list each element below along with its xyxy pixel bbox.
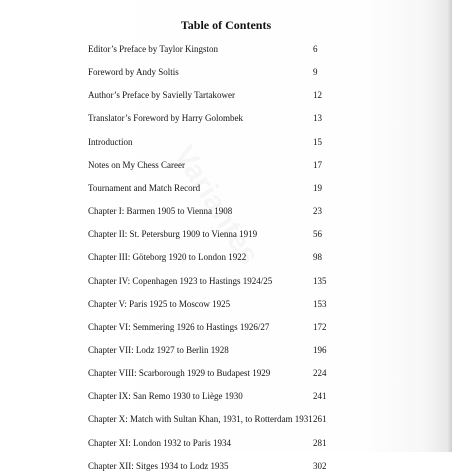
toc-entry-page-number: 98 (313, 252, 322, 263)
toc-entry-title: Chapter XII: Sitges 1934 to Lodz 1935 (88, 460, 229, 471)
toc-entry (88, 412, 428, 426)
toc-entry (88, 274, 428, 288)
toc-entry-title: Chapter X: Match with Sultan Khan, 1931, to Rotterdam 1931 (88, 414, 313, 425)
toc-entry-page-number: 17 (313, 159, 322, 170)
toc-entry (88, 297, 428, 311)
toc-entry-page-number: 9 (313, 67, 318, 78)
toc-entry (88, 158, 428, 172)
toc-entry-title: Chapter VIII: Scarborough 1929 to Budapest 1929 (88, 368, 271, 379)
toc-entry-title: Chapter V: Paris 1925 to Moscow 1925 (88, 298, 231, 309)
page-edge-shadow (446, 0, 452, 452)
toc-entry-page-number: 12 (313, 90, 322, 101)
toc-entry-title: Editor’s Preface by Taylor Kingston (88, 44, 219, 54)
toc-entry-title: Notes on My Chess Career (88, 159, 185, 170)
toc-entry-page-number: 13 (313, 113, 322, 124)
toc-entry-title: Chapter XI: London 1932 to Paris 1934 (88, 437, 231, 448)
toc-entry-title: Chapter IX: San Remo 1930 to Liège 1930 (88, 391, 243, 402)
toc-entry (88, 250, 428, 264)
toc-entry (88, 204, 428, 218)
toc-title: Table of Contents (180, 18, 272, 32)
toc-entry-title: Chapter II: St. Petersburg 1909 to Vienna 1919 (88, 229, 258, 240)
toc-entry-title: Chapter III: Göteborg 1920 to London 1922 (88, 252, 247, 263)
toc-entry-title: Foreword by Andy Soltis (88, 67, 179, 78)
toc-entry-page-number: 56 (313, 229, 322, 240)
toc-entry-page-number: 135 (313, 275, 327, 286)
toc-entry-page-number: 23 (313, 206, 322, 216)
toc-entry-page-number: 6 (313, 44, 318, 54)
toc-entry (88, 459, 428, 473)
toc-entry-title: Author’s Preface by Savielly Tartakower (88, 90, 235, 101)
toc-entry (88, 88, 428, 102)
toc-entry (88, 320, 428, 334)
toc-entry (88, 42, 428, 56)
toc-entry-title: Tournament and Match Record (88, 182, 201, 193)
toc-entry-page-number: 224 (313, 368, 327, 379)
toc-entry-page-number: 196 (313, 344, 327, 355)
toc-entry-page-number: 172 (313, 321, 327, 332)
toc-entry (88, 111, 428, 125)
toc-entry-page-number: 19 (313, 182, 322, 193)
toc-entry (88, 227, 428, 241)
toc-entry (88, 389, 428, 403)
toc-entry (88, 181, 428, 195)
toc-entry-title: Chapter IV: Copenhagen 1923 to Hastings 1924/25 (88, 275, 273, 286)
toc-entry-page-number: 15 (313, 136, 322, 147)
toc-entry-page-number: 153 (313, 298, 327, 309)
toc-entry (88, 436, 428, 450)
toc-entry-title: Introduction (88, 136, 133, 147)
toc-entry (88, 135, 428, 149)
toc-entry-title: Chapter VII: Lodz 1927 to Berlin 1928 (88, 344, 229, 355)
toc-entry-page-number: 281 (313, 437, 327, 448)
toc-entry-page-number: 241 (313, 391, 327, 402)
toc-entry-title: Chapter I: Barmen 1905 to Vienna 1908 (88, 206, 233, 216)
toc-entry-title: Chapter VI: Semmering 1926 to Hastings 1926/27 (88, 321, 270, 332)
toc-entry-title: Translator’s Foreword by Harry Golombek (88, 113, 243, 124)
toc-entry (88, 366, 428, 380)
toc-entry (88, 65, 428, 79)
toc-entry-page-number: 261 (313, 414, 327, 425)
toc-entry (88, 343, 428, 357)
toc-entry-page-number: 302 (313, 460, 327, 471)
